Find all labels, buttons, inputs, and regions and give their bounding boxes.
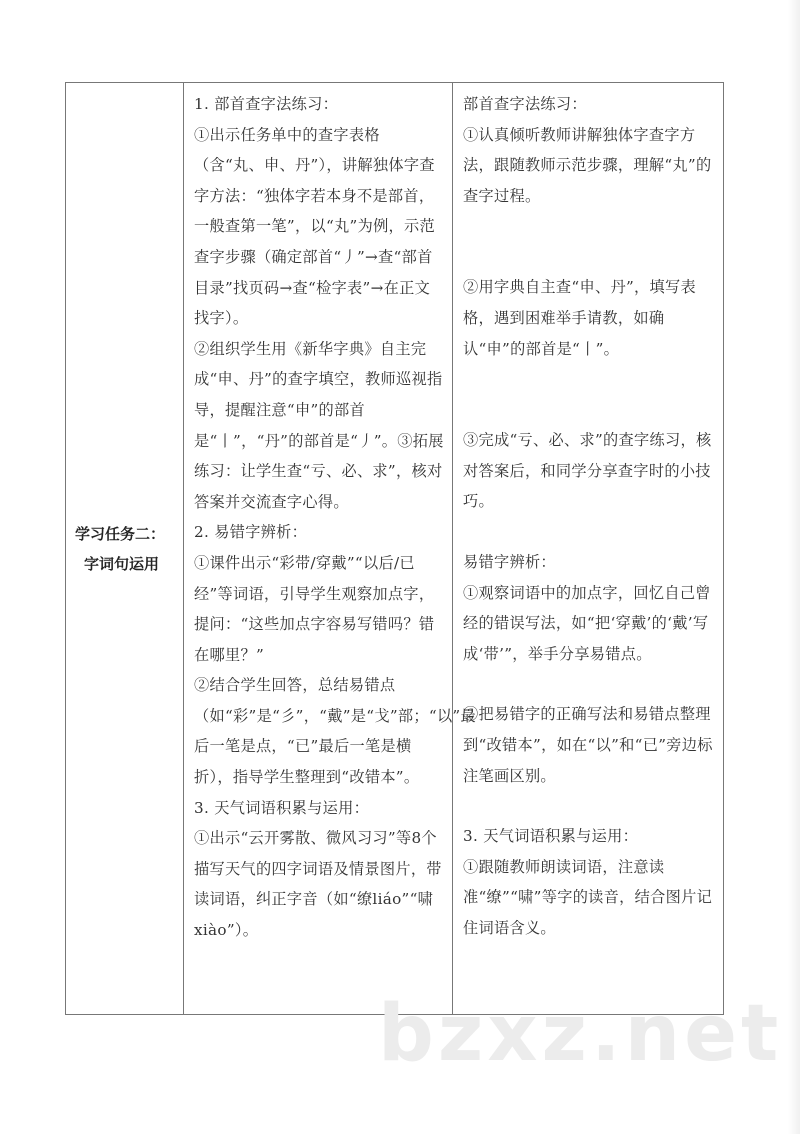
teacher-heading-1: 1. 部首查字法练习： bbox=[194, 95, 339, 113]
student-step-2-2: ②把易错字的正确写法和易错点整理到“改错本”，如在“以”和“已”旁边标注笔画区别。 bbox=[463, 705, 713, 785]
page-edge-shadow bbox=[788, 0, 800, 1134]
teacher-activity-cell bbox=[184, 83, 476, 1015]
teacher-step-3-1: ①出示“云开雾散、微风习习”等8个描写天气的四字词语及情景图片，带读词语，纠正字音（如“缭liáo”“啸xiào”）。 bbox=[194, 829, 442, 940]
task-cell bbox=[66, 83, 184, 1015]
spacer bbox=[463, 669, 715, 699]
student-step-1-2: ②用字典自主查“申、丹”，填写表格，遇到困难举手请教，如确认“申”的部首是“丨”。 bbox=[463, 278, 696, 358]
student-heading-2: 易错字辨析： bbox=[463, 552, 556, 571]
student-heading-1: 部首查字法练习： bbox=[463, 95, 587, 113]
watermark: bzxz.net bbox=[378, 989, 783, 1079]
task-subtitle: 字词句运用 bbox=[84, 554, 160, 573]
teacher-step-2-1: ①课件出示“彩带/穿戴”“以后/已经”等词语，引导学生观察加点字，提问：“这些加点字容易写错吗？错在哪里？” bbox=[194, 553, 435, 664]
spacer bbox=[463, 517, 715, 547]
student-step-3-1: ①跟随教师朗读词语，注意读准“缭”“啸”等字的读音，结合图片记住词语含义。 bbox=[463, 857, 713, 937]
teacher-activity-text bbox=[184, 83, 476, 946]
table-row bbox=[66, 83, 724, 1015]
student-activity-text bbox=[453, 83, 723, 943]
spacer bbox=[463, 211, 715, 272]
teacher-step-1-1: ①出示任务单中的查字表格（含“丸、申、丹”），讲解独体字查字方法：“独体字若本身不是部首，一般查第一笔”，以“丸”为例，示范查字步骤（确定部首“丿”→查“部首目录”找页码→查“检字表”→在正文找字）。 bbox=[194, 125, 436, 328]
teacher-step-2-2: ②结合学生回答，总结易错点（如“彩”是“彡”，“戴”是“戈”部；“以”最后一笔是点，“已”最后一笔是横折），指导学生整理到“改错本”。 bbox=[194, 676, 476, 787]
spacer bbox=[463, 364, 715, 425]
student-step-2-1: ①观察词语中的加点字，回忆自己曾经的错误写法，如“把‘穿戴’的‘戴’写成‘带’”，举手分享易错点。 bbox=[463, 583, 711, 663]
teacher-heading-2: 2. 易错字辨析： bbox=[194, 523, 308, 542]
spacer bbox=[463, 791, 715, 821]
student-activity-cell bbox=[453, 83, 724, 1015]
task-title: 学习任务二： bbox=[75, 524, 166, 543]
teacher-heading-3: 3. 天气词语积累与运用： bbox=[194, 798, 370, 817]
teacher-step-1-2: ②组织学生用《新华字典》自主完成“申、丹”的查字填空，教师巡视指导，提醒注意“申”的部首是“丨”，“丹”的部首是“丿”。③拓展练习：让学生查“亏、必、求”，核对答案并交流查字心得。 bbox=[194, 339, 444, 511]
task-label bbox=[66, 519, 183, 579]
student-heading-3: 3. 天气词语积累与运用： bbox=[463, 827, 639, 846]
lesson-plan-table bbox=[65, 82, 724, 1015]
student-step-1-1: ①认真倾听教师讲解独体字查字方法，跟随教师示范步骤，理解“丸”的查字过程。 bbox=[463, 125, 712, 205]
student-step-1-3: ③完成“亏、必、求”的查字练习，核对答案后，和同学分享查字时的小技巧。 bbox=[463, 431, 712, 511]
